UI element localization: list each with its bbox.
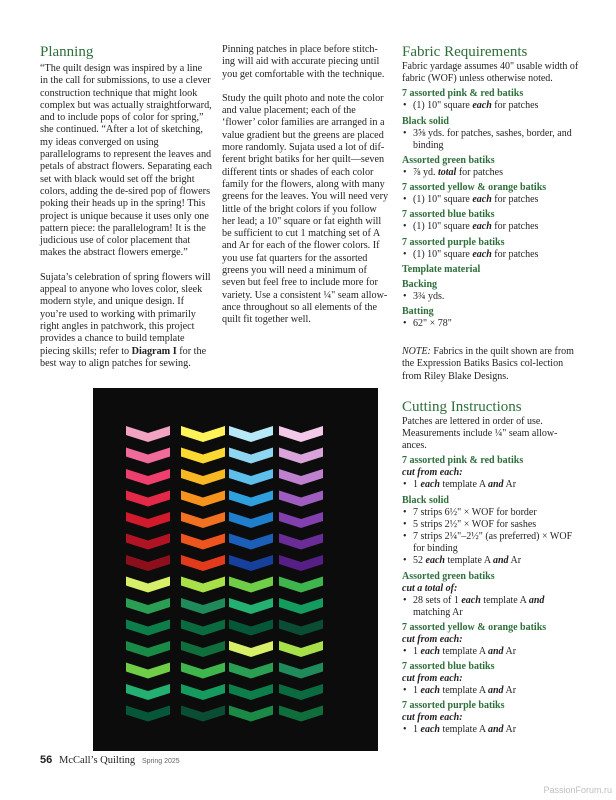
quilt-chevron [181,706,225,722]
quilt-chevron [229,641,273,657]
item-list [402,724,580,736]
note-label: NOTE: [402,346,431,358]
diagram-reference: Diagram I [131,345,177,357]
quilt-image [93,388,378,751]
quilt-chevron [181,469,225,485]
group-title: Black solid [402,494,449,506]
group-title: Assorted green batiks [402,570,495,582]
list-item: • 3⅝ yds. for patches, sashes, border, and binding [402,128,580,152]
quilt-chevron [181,598,225,614]
list-item: • (1) 10" square each for patches [402,194,580,206]
list-item: • 62" × 78" [402,318,580,330]
item-list [402,646,580,658]
page-footer [40,754,180,766]
group-title: Template material [402,263,481,275]
group-title: 7 assorted yellow & orange batiks [402,622,547,634]
fabric-note [402,346,580,383]
item-list [402,595,580,619]
quilt-chevron [279,684,323,700]
group-title: 7 assorted pink & red batiks [402,88,524,100]
group-title: 7 assorted blue batiks [402,661,495,673]
quilt-chevron [126,426,170,442]
item-list [402,100,580,112]
quilt-chevron [181,684,225,700]
quilt-chevron [229,706,273,722]
cutting-intro: Patches are lettered in order of use. Measurements include ¼" seam allow-ances. [402,415,558,452]
quilt-chevron [229,448,273,464]
list-item: • 1 each template A and Ar [402,646,580,658]
group-title: 7 assorted blue batiks [402,209,495,221]
quilt-chevron [181,491,225,507]
quilt-chevron [126,620,170,636]
group-title: Batting [402,306,434,318]
page-number: 56 [40,754,53,766]
list-item: • 7 strips 6½" × WOF for border [402,507,580,519]
quilt-chevron [229,534,273,550]
group-title: 7 assorted purple batiks [402,236,505,248]
group-subhead: cut a total of: [402,582,458,594]
quilt-chevron [126,448,170,464]
group-title: Backing [402,278,438,290]
note-text: Fabrics in the quilt shown are from the Expression Batiks Basics col-lection from Riley Blake Designs. [402,346,574,382]
quilt-chevron [181,512,225,528]
quilt-chevron [181,534,225,550]
quilt-chevron [279,469,323,485]
quilt-chevron [126,534,170,550]
quilt-chevron [126,512,170,528]
item-list [402,685,580,697]
list-item: • 1 each template A and Ar [402,479,580,491]
item-list [402,194,580,206]
quilt-chevron [229,663,273,679]
planning-section [40,44,212,370]
quilt-chevron [279,706,323,722]
col2-paragraph-1: Pinning patches in place before stitch-ing will aid with accurate piecing until you get comfortable with the technique. [222,44,385,80]
quilt-chevron [126,598,170,614]
item-list [402,221,580,233]
quilt-chevron [126,641,170,657]
list-item: • (1) 10" square each for patches [402,100,580,112]
group-subhead: cut from each: [402,634,463,646]
quilt-chevron [181,577,225,593]
list-item: • 3¾ yds. [402,291,580,303]
quilt-chevron [279,577,323,593]
list-item: • 52 each template A and Ar [402,555,580,567]
item-list [402,507,580,568]
quilt-chevron [126,706,170,722]
group-subhead: cut from each: [402,673,463,685]
quilt-chevron [126,469,170,485]
quilt-chevron [181,663,225,679]
fabric-list [402,88,580,330]
quilt-photo [93,388,378,751]
quilt-chevron [181,555,225,571]
quilt-chevron [126,491,170,507]
quilt-chevron [279,641,323,657]
planning-p2-end: for the best way to align patches for sewing. [40,345,207,369]
list-item: • (1) 10" square each for patches [402,221,580,233]
item-list [402,249,580,261]
planning-continued [222,44,390,327]
list-item: • (1) 10" square each for patches [402,249,580,261]
quilt-chevron [181,426,225,442]
fabric-intro: Fabric yardage assumes 40" usable width of fabric (WOF) unless otherwise noted. [402,61,579,85]
item-list [402,291,580,303]
cutting-instructions-heading: Cutting Instructions [402,398,522,415]
watermark: PassionForum.ru [543,785,612,795]
planning-paragraph-2 [40,272,212,370]
quilt-chevron [126,684,170,700]
group-title: 7 assorted pink & red batiks [402,455,524,467]
group-title: 7 assorted yellow & orange batiks [402,182,547,194]
item-list [402,128,580,152]
quilt-chevron [229,512,273,528]
cutting-list [402,455,580,736]
list-item: • 28 sets of 1 each template A and matching Ar [402,595,580,619]
group-title: Black solid [402,115,449,127]
col2-paragraph-2: Study the quilt photo and note the color and value placement; each of the ‘flower’ color families are arranged in a value gradient but the greens are placed more randomly. Sujata used a lot of dif-ferent bright batiks for her quilt—seven different tints or shades of each color family for the flowers, along with many greens for the leaves. You will need very little of the bright colors if you follow her lead; a 10" square or fat eighth will be sufficient to cut 1 matching set of A and Ar for each of the flower colors. If you use fat quarters for the assorted greens you will need a minimum of seven but feel free to include more for variety. Use a consistent ¼" seam allow-ance throughout so all elements of the quilt fit together well. [222,92,389,326]
item-list [402,167,580,179]
quilt-chevron [279,620,323,636]
quilt-chevron [229,620,273,636]
quilt-chevron [181,448,225,464]
fabric-requirements-heading: Fabric Requirements [402,44,528,60]
quilt-chevron [181,620,225,636]
quilt-chevron [229,469,273,485]
list-item: • 1 each template A and Ar [402,724,580,736]
quilt-chevron [181,641,225,657]
quilt-chevron [279,491,323,507]
magazine-name: McCall’s Quilting [59,755,136,766]
list-item: • 5 strips 2½" × WOF for sashes [402,519,580,531]
quilt-chevron [279,512,323,528]
quilt-chevron [126,555,170,571]
quilt-chevron [126,663,170,679]
quilt-chevron [279,426,323,442]
quilt-chevron [229,491,273,507]
group-title: 7 assorted purple batiks [402,700,505,712]
quilt-chevron [229,426,273,442]
quilt-chevron [126,577,170,593]
list-item: • 1 each template A and Ar [402,685,580,697]
quilt-chevron [279,663,323,679]
quilt-chevron [229,555,273,571]
group-subhead: cut from each: [402,712,463,724]
item-list [402,318,580,330]
planning-p2-text: Sujata’s celebration of spring flowers will appeal to anyone who loves color, sleek modern style, and unique design. If you’re used to working with primarily right angles in patchwork, this project provides a chance to build template piecing skills; refer to [40,271,211,357]
item-list [402,479,580,491]
quilt-chevron [229,598,273,614]
quilt-chevron [279,555,323,571]
quilt-chevron [229,684,273,700]
requirements-column [402,44,580,737]
planning-paragraph-1: “The quilt design was inspired by a line in the call for submissions, to use a clever construction technique that might look complex but was actually straightforward, and to include pops of color for spring,” she continued. “After a lot of sketching, my ideas converged on using parallelograms to represent the leaves and petals of abstract flowers. Separating each set with black would set off the bright colors, adding the de-sired pop of flowers poking their heads up in the spring! This project is unique because it uses only one pattern piece: the parallelogram! It is the judicious use of color placement that makes the abstract flowers emerge.” [40,63,212,259]
planning-heading: Planning [40,44,94,60]
list-item: • ⅞ yd. total for patches [402,167,580,179]
quilt-chevron [279,448,323,464]
quilt-chevron [229,577,273,593]
issue-label: Spring 2025 [141,758,180,765]
group-title: Assorted green batiks [402,155,495,167]
group-subhead: cut from each: [402,467,463,479]
quilt-chevron [279,534,323,550]
quilt-chevron [279,598,323,614]
list-item: • 7 strips 2¼"–2½" (as preferred) × WOF for binding [402,531,580,555]
